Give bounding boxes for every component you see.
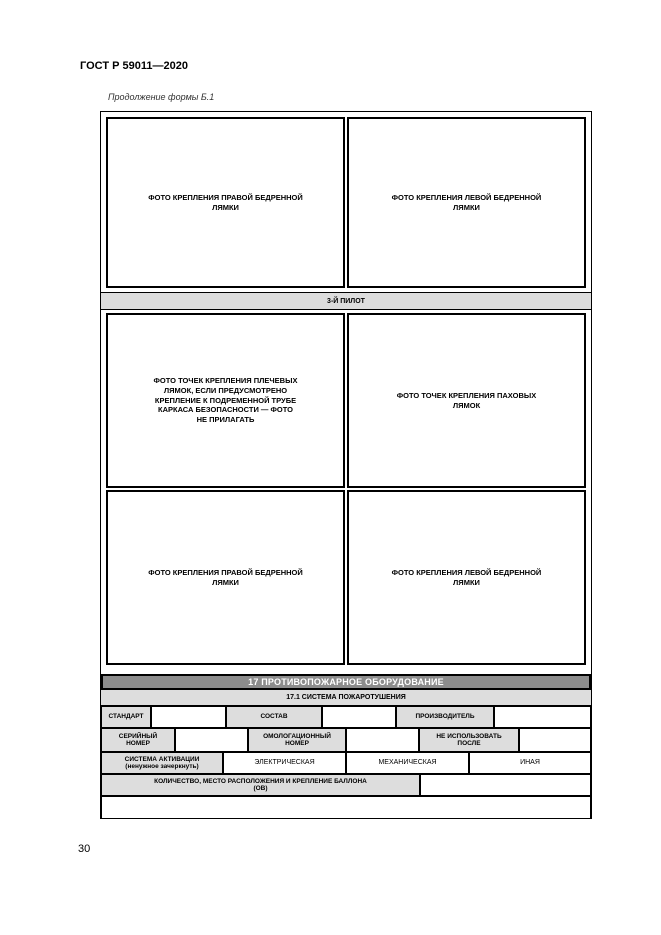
activation-system-label: СИСТЕМА АКТИВАЦИИ (ненужное зачеркнуть) xyxy=(101,752,223,774)
not-use-after-label: НЕ ИСПОЛЬЗОВАТЬ ПОСЛЕ xyxy=(419,728,519,752)
manufacturer-field[interactable] xyxy=(494,706,591,728)
photo-box-left-thigh-strap xyxy=(347,117,586,288)
photo-label: ФОТО КРЕПЛЕНИЯ ПРАВОЙ БЕДРЕННОЙ ЛЯМКИ xyxy=(148,192,303,212)
photo-label: ФОТО КРЕПЛЕНИЯ ЛЕВОЙ БЕДРЕННОЙ ЛЯМКИ xyxy=(391,567,542,587)
photo-label: ФОТО ТОЧЕК КРЕПЛЕНИЯ ПАХОВЫХ ЛЯМОК xyxy=(396,390,537,410)
standard-label: СТАНДАРТ xyxy=(101,706,151,728)
activation-option-electric[interactable]: ЭЛЕКТРИЧЕСКАЯ xyxy=(223,752,346,774)
composition-field[interactable] xyxy=(322,706,396,728)
photo-box-lap-straps xyxy=(347,313,586,488)
photo-box-right-thigh-strap-2 xyxy=(106,490,345,665)
section-17-title: 17 ПРОТИВОПОЖАРНОЕ ОБОРУДОВАНИЕ xyxy=(101,674,591,690)
pilot-band: 3-Й ПИЛОТ xyxy=(101,292,591,310)
manufacturer-label: ПРОИЗВОДИТЕЛЬ xyxy=(396,706,494,728)
cylinder-details-field[interactable] xyxy=(101,796,591,819)
standard-field[interactable] xyxy=(151,706,226,728)
form-continuation-caption: Продолжение формы Б.1 xyxy=(108,92,215,102)
cylinder-info-label: КОЛИЧЕСТВО, МЕСТО РАСПОЛОЖЕНИЯ И КРЕПЛЕНИЕ БАЛЛОНА (ОВ) xyxy=(101,774,420,796)
photo-box-right-thigh-strap xyxy=(106,117,345,288)
photo-label: ФОТО КРЕПЛЕНИЯ ПРАВОЙ БЕДРЕННОЙ ЛЯМКИ xyxy=(148,567,303,587)
homologation-number-label: ОМОЛОГАЦИОННЫЙ НОМЕР xyxy=(248,728,346,752)
not-use-after-field[interactable] xyxy=(519,728,591,752)
photo-label: ФОТО ТОЧЕК КРЕПЛЕНИЯ ПЛЕЧЕВЫХ ЛЯМОК, ЕСЛИ ПРЕДУСМОТРЕНО КРЕПЛЕНИЕ К ПОДРЕМЕННОЙ ТРУБЕ КАРКАСА БЕЗОПАСНОСТИ — ФОТО НЕ ПРИЛАГАТЬ xyxy=(153,376,298,425)
section-17-1-subtitle: 17.1 СИСТЕМА ПОЖАРОТУШЕНИЯ xyxy=(101,690,591,706)
composition-label: СОСТАВ xyxy=(226,706,322,728)
cylinder-info-field[interactable] xyxy=(420,774,591,796)
homologation-number-field[interactable] xyxy=(346,728,419,752)
activation-option-other[interactable]: ИНАЯ xyxy=(469,752,591,774)
photo-box-shoulder-straps xyxy=(106,313,345,488)
activation-option-mechanical[interactable]: МЕХАНИЧЕСКАЯ xyxy=(346,752,469,774)
photo-label: ФОТО КРЕПЛЕНИЯ ЛЕВОЙ БЕДРЕННОЙ ЛЯМКИ xyxy=(391,192,542,212)
page-number: 30 xyxy=(78,843,91,855)
serial-number-label: СЕРИЙНЫЙ НОМЕР xyxy=(101,728,175,752)
document-code: ГОСТ Р 59011—2020 xyxy=(80,60,188,72)
photo-box-left-thigh-strap-2 xyxy=(347,490,586,665)
serial-number-field[interactable] xyxy=(175,728,248,752)
